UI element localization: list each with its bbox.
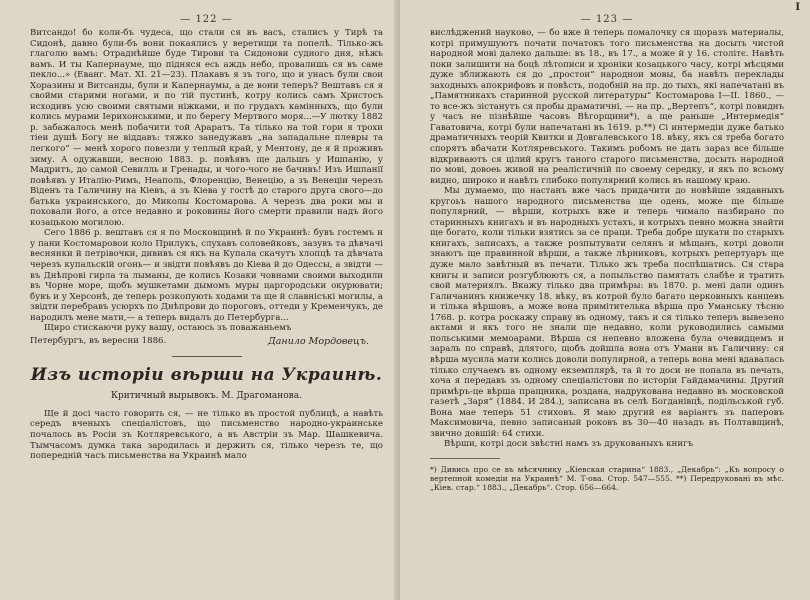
article-subtitle: Критичный вырывокъ. М. Драгоманова. (111, 390, 302, 401)
paragraph: Щиро стискаючи руку вашу, остаюсь зъ поважаньемъ (44, 323, 292, 334)
section-divider (172, 356, 242, 357)
letter-signature (30, 336, 383, 347)
article-text (30, 409, 383, 462)
footnotes-block (430, 458, 784, 493)
page-number-left: — 122 — (180, 14, 233, 25)
signature-author: Данило Мордовецъ. (268, 335, 369, 347)
left-page-text (30, 28, 383, 334)
right-page-text (430, 28, 784, 450)
paragraph: Ще й досі часто говорить ся, — не тілько въ простой публицѣ, а навѣть середъ вченыхъ спеціалістовъ, що письменство народно-украинське почалось въ Росіи зъ Котляревського, а въ Австріи зъ Мар. Шашкевича. Тымчасомъ думка така зародилась и держить ся, тілько черезъ те, що попередній часъ письменства на Украинѣ мало (30, 408, 383, 462)
page-number-right: — 123 — (580, 14, 634, 25)
signature-place: Петербургъ, въ вересни 1886. (30, 335, 167, 346)
footnote-rule (430, 458, 500, 462)
paragraph: Мы думаемо, що настанъ вже часъ придачити до новѣйше зядавныхъ кругоьъ нашого народного письменства ще одень, може ще більше популярний, — вѣрши, котрыхъ вже и теперь чимало назбирано по старинныхъ книгахъ и въ народныхъ устахъ, и котрыхъ певно можна знайти ще богато, коли тільки взятись за се праци. Треба добре шукати по старыхъ книгахъ, записахъ, а также розпытувати селянъ и мѣщанъ, котрі доволи знаютъ ще правинной вѣрши, а также лѣрниковъ, котрыхъ репертуаръ ще дуже мало завѣтный въ печати. Тілько жъ треба поспѣшатись. Ся стара книгы и записи розгублюютъ ся, а попыльство памятать слабѣе и тратить свой материялъ. Вкажу тілько два примѣры: въ 1870. р. мені дали одинъ Галичанинъ книжечку 18. вѣку, въ котрой було багато церковныхъ канцевъ и тілька вѣршовъ, а може вона примітителька вѣрша про Уманську тѣсню 1768. р. котра роскажу справу въ одному, такъ и ся тілько теперъ вывезено актами и якъ того не знали ще недавно, коли руководились самыми польськими мемоарами. Вѣрша ся непевно вложена була очевидцемъ и зараль по справѣ, длятого, щобъ дойшла вона отъ Умани въ Галичину: ся вѣрша мусила мати колись доволи популярной, а теперь вона мені вдавалась тілько случаемъ въ одному екземплярѣ, та й то доси не попала въ печать, хоча я передавъ зъ одному спеціалістови по исторіи Гайдамачины. Другий примѣръ-це вѣрша пращника, роздана, надрукована недавно въ московской газетѣ „Заря“ (1884. И 284.), записана въ селѣ Богданівцѣ, подільськой губ. Вона мае теперь 51 стиховъ. Я маю другий ея варіантъ зъ паперовъ Максимовича, певно записаный роковъ въ 30—40 назадъ въ Полтавщинѣ, звично довшій: 64 стихи. (430, 186, 784, 439)
corner-mark: I (795, 2, 800, 13)
left-page (0, 0, 398, 600)
paragraph: вислѣджений науково, — бо вже й теперь помалочку ся щоразъ материалы, котрі примушуютъ почати початокъ того письменства на досыть чистой народной мові далеко дальше: въ 18., въ 17., а може й у 16. столітє. Навѣть поки залишити на боцѣ лѣтописи и хроніки козацького часу, котрі мѣсцями дуже зближають ся до „простои“ народнои мовы, ба навѣть переклады заходныхъ апокрифовъ и повѣсть, подобній на пр. до тыхъ, які напечатані въ „Памятникахъ старинной русской литературы“ Костомарова I—II. 1860., — то все-жъ зістанутъ ся пробы драматичні, — на пр. „Вертепъ“, котрі повиднъ у часъ не пізнѣйше часовъ Вѣгорщини*), а ще раньше „Интермедія“ Гаватовича, котрі були напечатані въ 1619. р.**) Сі интермедіи дуже батько драматичныхъ теорій Квитки и Довгалевського 18. вѣку, якъ ся треба богато спорятъ вбачати Котляревського. Такимъ робомъ не дать зараз все більше відкриваютъ ся цілий кругъ таного старого письменства, досыть народной по мові, довоеь живой на реалістичній по своему середку, и якъ по всьому видно, широко и навѣть глибоко популярний колись въ нашому краю. (430, 28, 784, 186)
article-title: Изъ исторіи вѣрши на Украинѣ. (30, 364, 383, 385)
paragraph: Витсандо! бо коли-бъ чудеса, що стали ся въ васъ, сталисъ у Тирѣ та Сидонѣ, давно були-бъ вони покаялисъ у веретищи та попелѣ. Тілько-жъ глаголю вамъ: Отраднѣйше буде Тирови та Сидонови судного дня, нѣжъ вамъ. И ты Капернауме, що підняся есь аждь небо, провалишь ся въ саме пекло...» (Еванг. Мат. XI. 21—23). Плакавъ я зъ того, що и унасъ були свои Хоразины и Витсанды, були и Капернаумы, а де вони теперъ? Вештавъ ся я свойми старими ногами, и по тій пустинѣ, котру колись самъ Христосъ исходивъ усю своими святыми ніжками, и по грудахъ камінныхъ, що були колись мурами Іерихонськими, и по берегу Мертвого моря...—У лютку 1882 р. забажалось менѣ побачити той Араратъ. Та тілько на той гори я трохи тіеи душѣ Богу не віддавъ: тяжко занедужавъ „на западальне плевры та легкого“ — менѣ хорого повезли у теплый край, у Ментону, де я й проживъ зиму. А одужавши, весною 1883. р. повѣявъ ще дальшъ у Ишпанію, у Мадритъ, до самой Севилль и Гренады, и чого-чого не бачивъ! Изъ Ишпанії повѣявъ у Италію-Римъ, Неаполь, Флоренцію, Венецію, а зъ Венеціи черезъ Віденъ та Галичину на Кіевъ, а зъ Кіева у гостѣ до старого друга свого—до батька украинського, до Миколы Костомарова. А черезъ два роки мы и поховали його, а отсе недавно и роковины його смерти правили надъ його козацькою могилою. (30, 28, 383, 228)
paragraph: Вѣрши, котрі доси звѣстні намъ зъ друкованыхъ книгъ (444, 439, 694, 450)
right-page (400, 0, 810, 600)
paragraph: Сего 1886 р. вештавъ ся я по Московщинѣ й по Украинѣ: бувъ гостемъ и у пани Костомаровои коло Прилукъ, слухавъ соловейковъ, зазувъ та дѣвчачі веснянки й петрівочки, дививъ ся якъ на Купала скачутъ хлопцѣ та дѣвчата черезъ купальскій огонь— и звідти повѣявъ до Кіева й до Одессы, а звідти — въ Днѣпрові гирла та лыманы, де колись Козаки човнами своими выходили въ Чорне море, щобъ мушкетами дымомъ муры царгородськи окурювати; бувъ и у Херсонѣ, де теперь розкопують ходами та ще й славнісъкі могилы, а звідти перебравъ усюрхъ по Днѣпрови до пороговъ, оттеди у Кременчукъ, де народилъ мене мати,— а теперь видалъ до Петербурга... (30, 228, 383, 323)
footnotes: *) Дивись про се въ мѣсячнику „Кіевская старина“ 1883., „Декабрь“: „Къ вопросу о вертепной комедіи на Украинѣ“ М. Т-ова. Стор. 547—555. **) Передруковані въ мѣс. „Кіев. стар.“ 1883., „Декабрь“. Стор. 656—664. (430, 464, 784, 493)
